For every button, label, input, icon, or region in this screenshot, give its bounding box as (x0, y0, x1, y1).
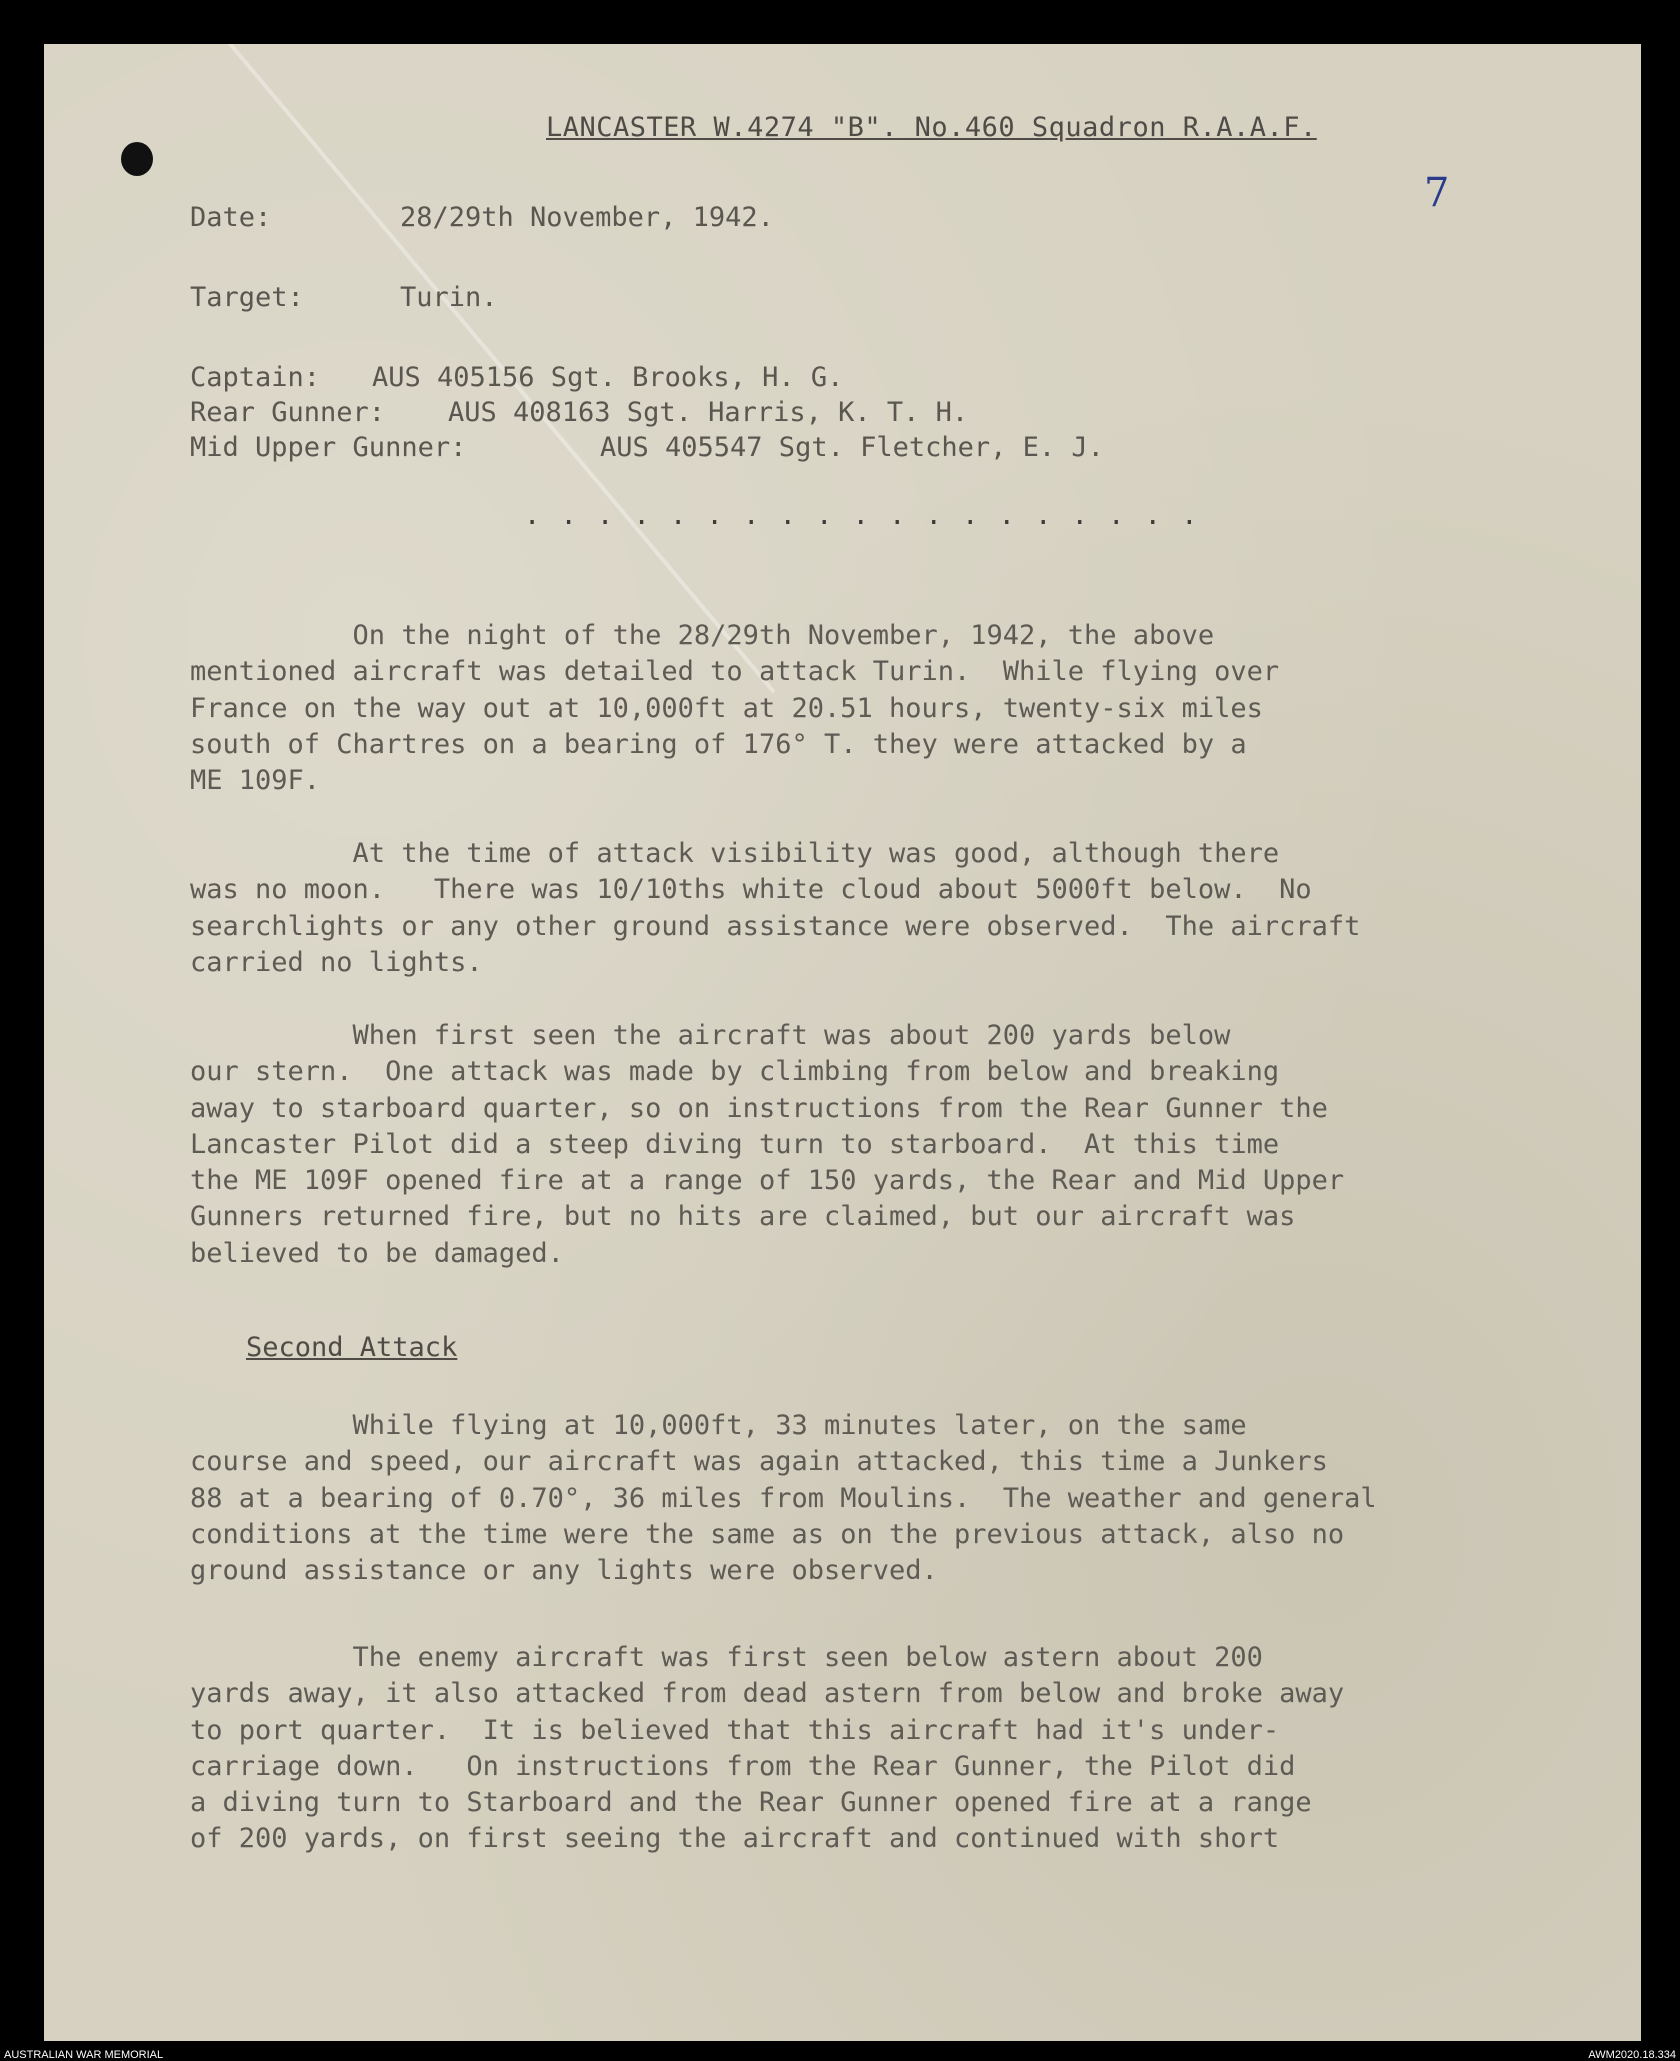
document-heading: LANCASTER W.4274 "B". No.460 Squadron R.A.A.F. (546, 112, 1317, 143)
footer-accession-number: AWM2020.18.334 (1588, 2049, 1676, 2061)
mid-upper-gunner-label: Mid Upper Gunner: (190, 432, 467, 463)
document-page (44, 44, 1641, 2041)
target-label: Target: (190, 282, 304, 313)
dotted-separator: . . . . . . . . . . . . . . . . . . . (524, 500, 1200, 531)
paragraph-attack-details: When first seen the aircraft was about 200 yards below our stern. One attack was made by climbing from below and breaking away to starboard quarter, so on instructions from the Rear Gunner the Lancaster Pilot did a steep diving turn to starboard. At this time the ME 109F opened fire at a range of 150 yards, the Rear and Mid Upper Gunners returned fire, but no hits are claimed, but our aircraft was believed to be damaged. (190, 1020, 1345, 1269)
handwritten-page-number: 7 (1424, 170, 1450, 216)
mid-upper-gunner-value: AUS 405547 Sgt. Fletcher, E. J. (600, 432, 1104, 463)
rear-gunner-row (190, 397, 968, 428)
footer-institution: AUSTRALIAN WAR MEMORIAL (4, 2049, 164, 2061)
ink-blot (121, 142, 153, 176)
date-row (190, 202, 774, 233)
paragraph-enemy-aircraft: The enemy aircraft was first seen below astern about 200 yards away, it also attacked from dead astern from below and broke away to port quarter. It is believed that this aircraft had it's under- carriage down. On instructions from the Rear Gunner, the Pilot did a diving turn to Starboard and the Rear Gunner opened fire at a range of 200 yards, on first seeing the aircraft and continued with short (190, 1642, 1345, 1855)
date-value: 28/29th November, 1942. (400, 202, 774, 233)
paragraph-second-attack: While flying at 10,000ft, 33 minutes later, on the same course and speed, our aircraft was again attacked, this time a Junkers 88 at a bearing of 0.70°, 36 miles from Moulins. The weather and general conditions at the time were the same as on the previous attack, also no ground assistance or any lights were observed. (190, 1410, 1377, 1587)
captain-value: AUS 405156 Sgt. Brooks, H. G. (372, 362, 844, 393)
mid-upper-gunner-row (190, 432, 1104, 463)
paragraph-first-attack: On the night of the 28/29th November, 1942, the above mentioned aircraft was detailed to attack Turin. While flying over France on the way out at 10,000ft at 20.51 hours, twenty-six miles south of Chartres on a bearing of 176° T. they were attacked by a ME 109F. (190, 620, 1280, 797)
target-value: Turin. (400, 282, 498, 313)
second-attack-heading: Second Attack (246, 1332, 458, 1363)
paragraph-visibility: At the time of attack visibility was good, although there was no moon. There was 10/10ths white cloud about 5000ft below. No searchlights or any other ground assistance were observed. The aircraft carried no lights. (190, 838, 1361, 978)
date-label: Date: (190, 202, 272, 233)
rear-gunner-value: AUS 408163 Sgt. Harris, K. T. H. (448, 397, 969, 428)
captain-label: Captain: (190, 362, 321, 393)
target-row (190, 282, 498, 313)
rear-gunner-label: Rear Gunner: (190, 397, 386, 428)
captain-row (190, 362, 843, 393)
